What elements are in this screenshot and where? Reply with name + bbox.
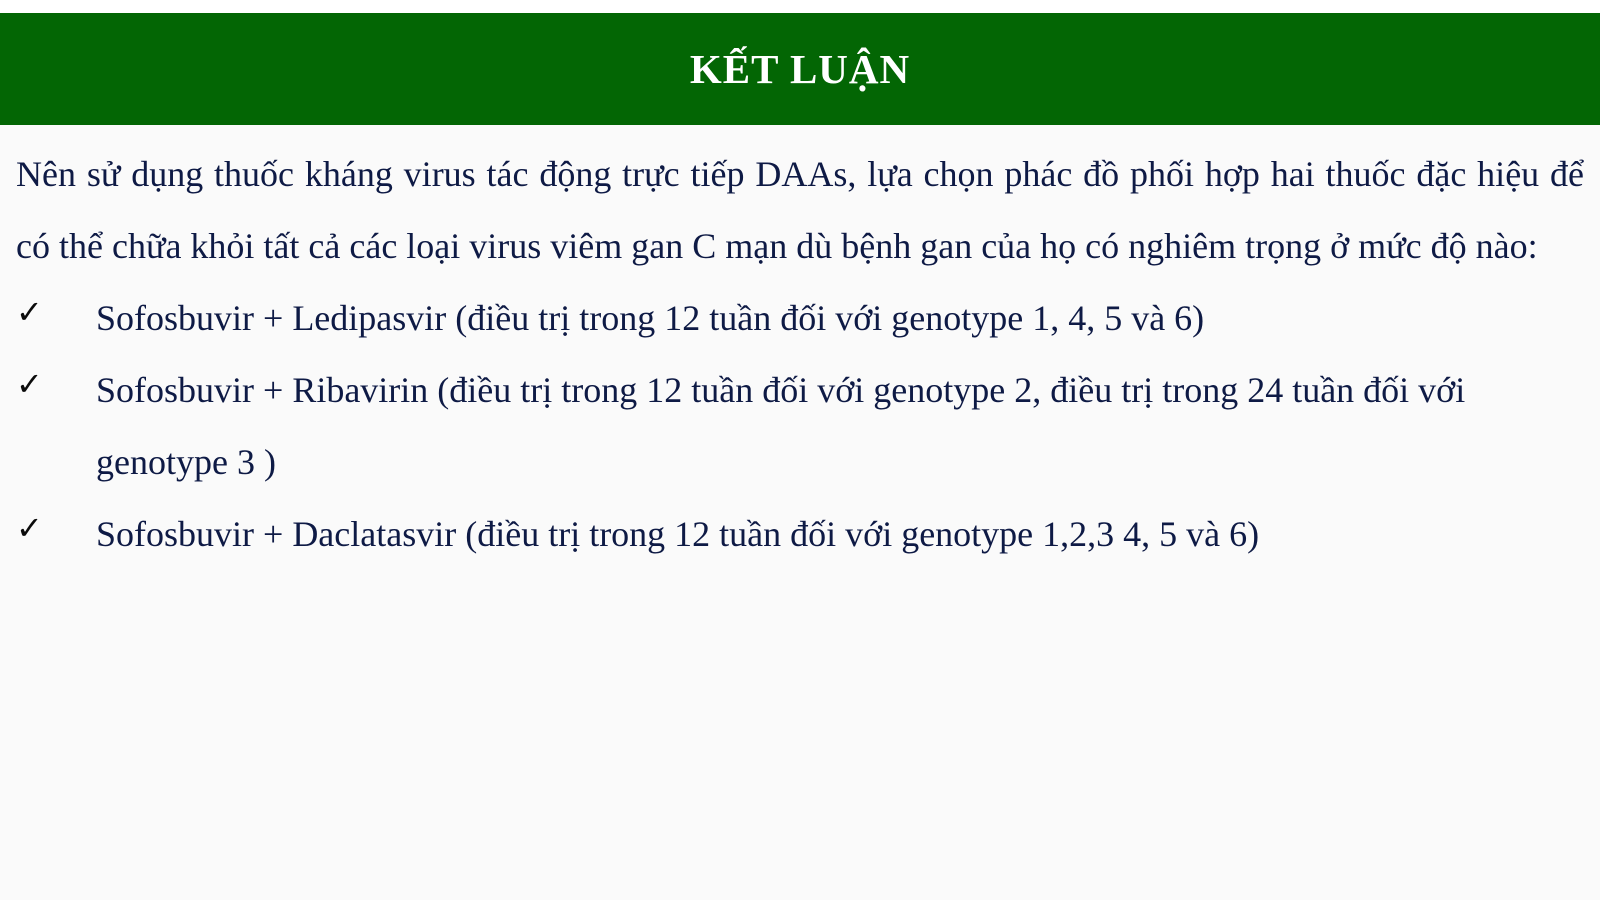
bullet-text: Sofosbuvir + Daclatasvir (điều trị trong 12 tuần đối với genotype 1,2,3 4, 5 và 6) [96, 514, 1260, 554]
slide-title: KẾT LUẬN [689, 46, 911, 92]
top-strip [0, 0, 1600, 13]
list-item [16, 282, 1584, 354]
bullet-list [16, 282, 1584, 570]
title-bar [0, 13, 1600, 125]
bullet-text: Sofosbuvir + Ledipasvir (điều trị trong 12 tuần đối với genotype 1, 4, 5 và 6) [96, 298, 1205, 338]
list-item [16, 498, 1584, 570]
check-mark-icon: ✓ [16, 509, 43, 547]
bullet-text: Sofosbuvir + Ribavirin (điều trị trong 12 tuần đối với genotype 2, điều trị trong 24 tuần đối với genotype 3 ) [96, 370, 1466, 482]
check-mark-icon: ✓ [16, 365, 43, 403]
list-item [16, 354, 1584, 498]
check-mark-icon: ✓ [16, 293, 43, 331]
slide-content [16, 138, 1584, 570]
intro-paragraph: Nên sử dụng thuốc kháng virus tác động trực tiếp DAAs, lựa chọn phác đồ phối hợp hai thuốc đặc hiệu để có thể chữa khỏi tất cả các loại virus viêm gan C mạn dù bệnh gan của họ có nghiêm trọng ở mức độ nào: [16, 154, 1584, 266]
